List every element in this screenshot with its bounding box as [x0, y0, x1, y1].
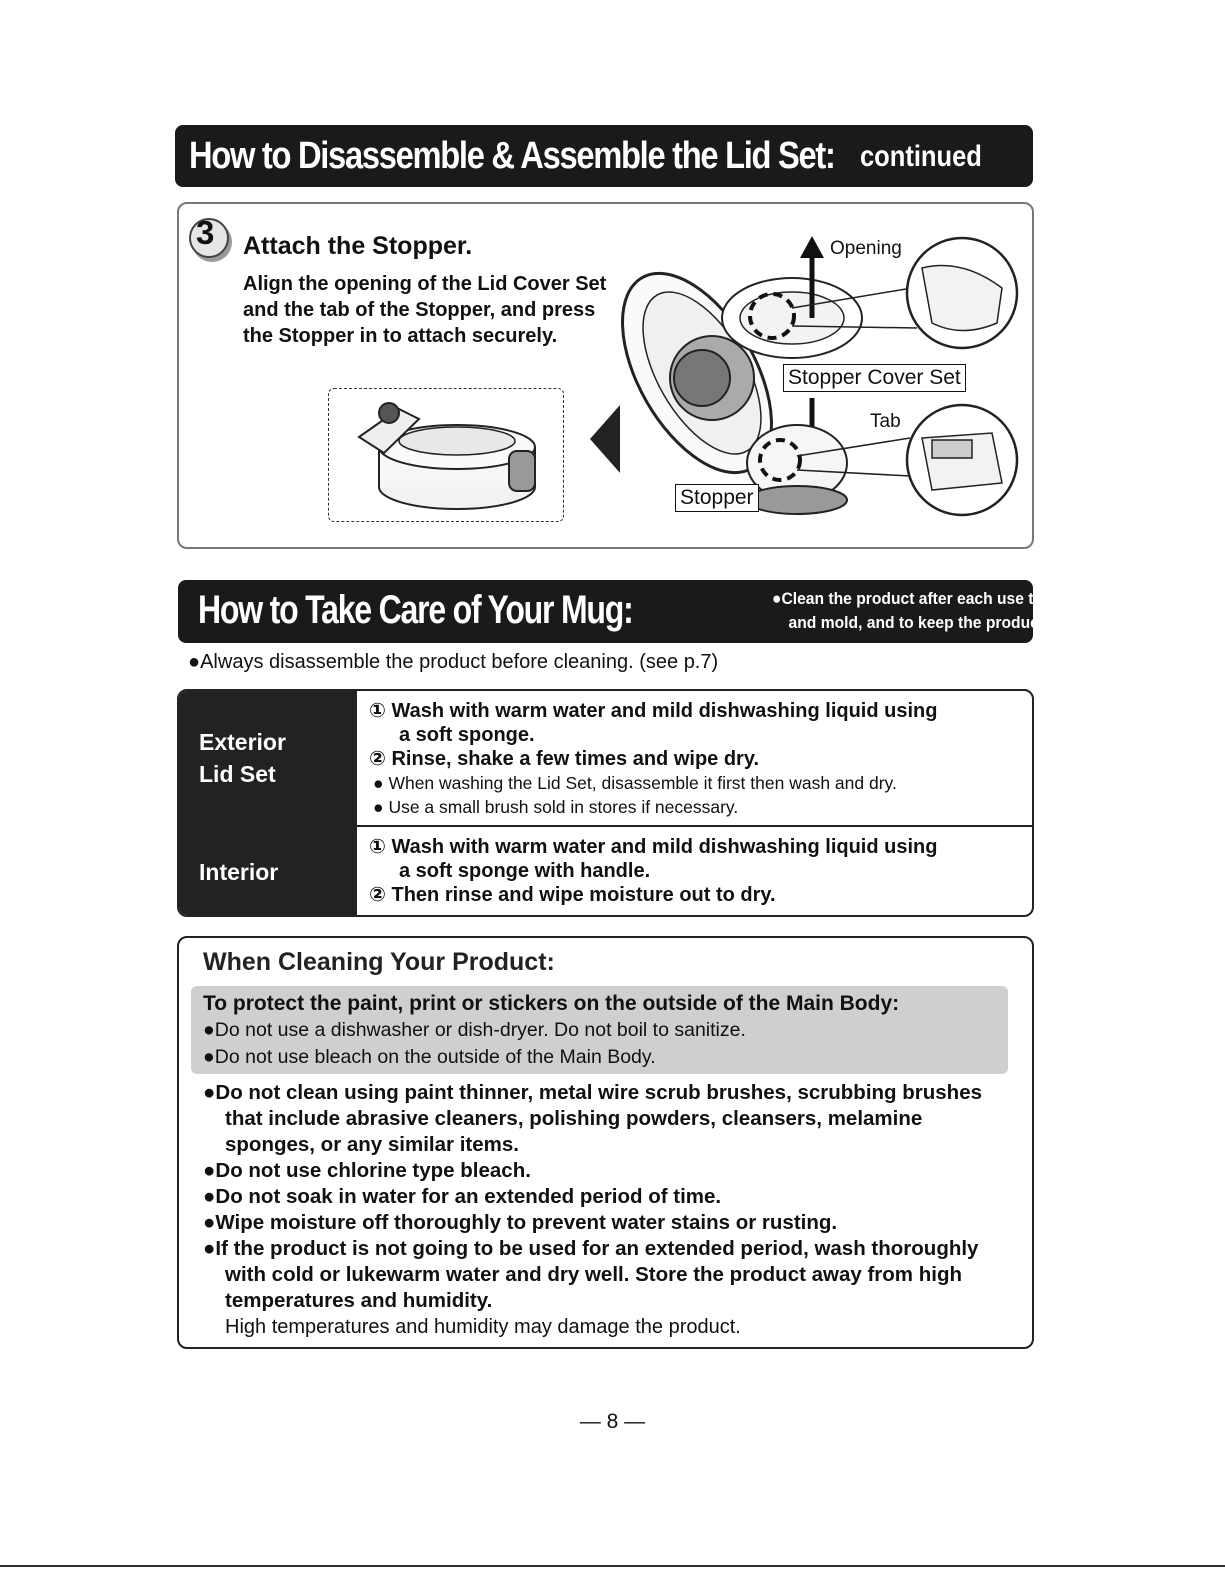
list-item: ●Wipe moisture off thoroughly to prevent water stains or rusting.: [203, 1211, 838, 1234]
list-item: ●If the product is not going to be used for an extended period, wash thoroughly with cold or lukewarm water and dry well. Store the product away from high temperatures and humidity.: [203, 1237, 979, 1312]
bullet-icon: ●: [203, 1046, 215, 1068]
list-note: High temperatures and humidity may damage the product.: [225, 1316, 741, 1338]
step-instructions: Align the opening of the Lid Cover Set and the tab of the Stopper, and press the Stopper in to attach securely.: [243, 273, 607, 347]
list-item: ●Do not soak in water for an extended period of time.: [203, 1185, 722, 1208]
page-number: — 8 —: [579, 1410, 646, 1433]
bullet-icon: ●: [373, 773, 389, 793]
section-title: How to Disassemble & Assemble the Lid Set:: [189, 135, 835, 177]
paint-protection-box: To protect the paint, print or stickers on the outside of the Main Body: ●Do not use a dishwasher or dish-dryer. Do not boil to sanitize. ●Do not use bleach on the outside of the Main Body.: [191, 986, 1008, 1074]
bullet-icon: ●: [203, 1185, 216, 1208]
list-item: ●Do not clean using paint thinner, metal wire scrub brushes, scrubbing brushes that include abrasive cleaners, polishing powders, cleansers, melamine sponges, or any similar items.: [203, 1081, 982, 1156]
cleaning-title: When Cleaning Your Product:: [203, 948, 555, 976]
step-title: Attach the Stopper.: [243, 232, 473, 260]
bullet-icon: ●: [188, 651, 201, 673]
label-tab: Tab: [870, 411, 901, 432]
table-row-exterior: [179, 691, 1032, 827]
table-row-interior: [179, 827, 1032, 917]
row-header: Interior: [179, 827, 357, 917]
label-stopper-cover-set: Stopper Cover Set: [783, 364, 966, 392]
cleaning-list: [203, 1080, 1003, 1340]
bullet-icon: ●: [203, 1019, 215, 1041]
step-number: 3: [196, 214, 215, 251]
bullet-icon: ●: [203, 1081, 216, 1104]
bullet-icon: ●: [203, 1159, 216, 1182]
section-title-suffix: continued: [860, 140, 982, 173]
care-table: [177, 689, 1034, 917]
row-body: ① Wash with warm water and mild dishwashing liquid using a soft sponge with handle. ② Then rinse and wipe moisture out to dry.: [369, 836, 938, 906]
list-item: ●Do not use chlorine type bleach.: [203, 1159, 531, 1182]
section-header-care: [178, 580, 1152, 643]
row-header: Exterior Lid Set: [179, 691, 357, 825]
label-opening: Opening: [830, 238, 902, 259]
bullet-icon: ●: [203, 1237, 216, 1260]
bullet-icon: ●: [373, 797, 389, 817]
note-line-2: and mold, and to keep the product sanitary.: [788, 613, 1112, 632]
bullet-icon: ●: [772, 589, 782, 608]
note-line-1: Clean the product after each use to prevent odors: [781, 589, 1152, 608]
row-body: ① Wash with warm water and mild dishwashing liquid using a soft sponge. ② Rinse, shake a few times and wipe dry. ● When washing the Lid Set, disassemble it first then wash and dry. ● Use a small brush sold in stores if necessary.: [369, 700, 938, 817]
section-title: How to Take Care of Your Mug:: [198, 588, 633, 632]
bottom-rule: [0, 1565, 1225, 1567]
bullet-icon: ●: [203, 1211, 216, 1234]
label-stopper: Stopper: [675, 484, 759, 512]
banner-note: [772, 587, 1212, 635]
assembled-lid-illustration: [328, 388, 564, 522]
always-note: ●Always disassemble the product before cleaning. (see p.7): [188, 651, 719, 673]
